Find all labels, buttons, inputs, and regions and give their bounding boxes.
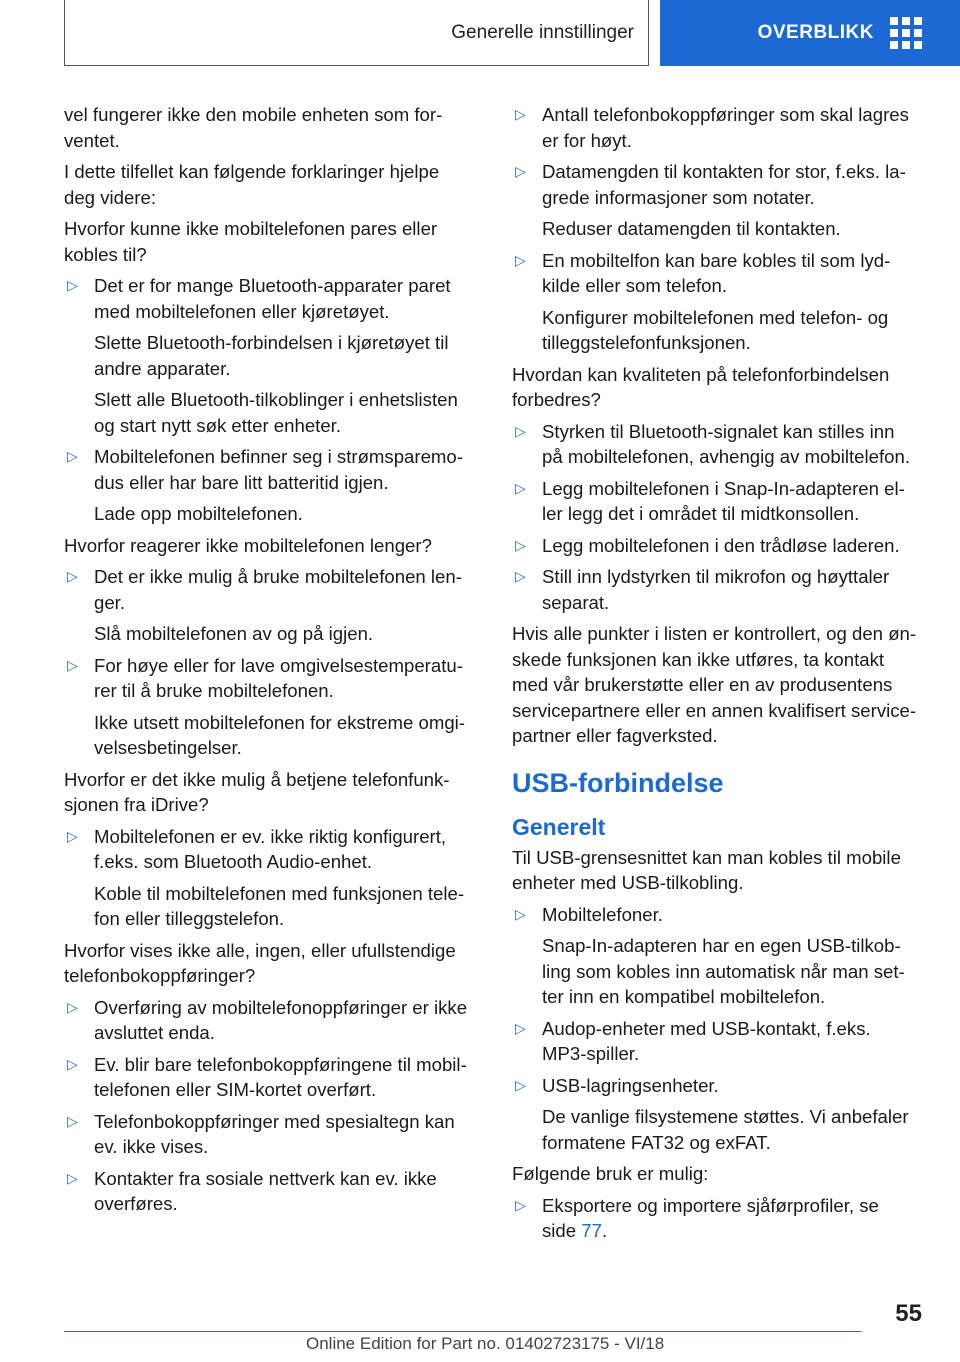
footer-edition-text: Online Edition for Part no. 01402723175 - VI/18 — [306, 1334, 665, 1353]
text: Legg mobiltelefonen i den trådløse laderen. — [542, 534, 900, 556]
text: Styrken til Bluetooth-signalet kan stilles inn på mobiltelefonen, avhengig av mobiltelefon. — [542, 420, 910, 467]
paragraph — [512, 845, 927, 896]
overview-button[interactable] — [660, 0, 960, 66]
page-reference-link[interactable]: 77 — [581, 1220, 602, 1241]
text: For høye eller for lave omgivelsestemperatu- rer til å bruke mobiltelefonen. — [94, 654, 463, 701]
triangle-bullet-icon: ▷ — [67, 568, 78, 584]
text: USB-lagringsenheter. — [542, 1074, 719, 1096]
paragraph — [64, 216, 480, 267]
list-item — [64, 824, 480, 875]
text: Slette Bluetooth-forbindelsen i kjøretøyet til andre apparater. — [94, 332, 449, 379]
text: Hvorfor kunne ikke mobiltelefonen pares eller kobles til? — [64, 218, 438, 265]
text: Det er for mange Bluetooth-apparater paret med mobiltelefonen eller kjøretøyet. — [94, 275, 451, 322]
paragraph — [64, 102, 480, 153]
list-item — [512, 419, 927, 470]
list-item — [64, 444, 480, 495]
list-item-detail — [512, 305, 927, 356]
list-item — [512, 902, 927, 928]
text: Til USB-grensesnittet kan man kobles til mobile enheter med USB-tilkobling. — [512, 846, 901, 893]
text: Følgende bruk er mulig: — [512, 1163, 709, 1184]
triangle-bullet-icon: ▷ — [67, 277, 78, 293]
triangle-bullet-icon: ▷ — [67, 656, 78, 673]
text: Legg mobiltelefonen i Snap-In-adapteren el- ler legg det i området til midtkonsollen. — [542, 477, 905, 524]
text: Antall telefonbokoppføringer som skal lagres er for høyt. — [542, 104, 909, 151]
triangle-bullet-icon: ▷ — [67, 827, 78, 844]
triangle-bullet-icon: ▷ — [515, 251, 526, 268]
paragraph — [64, 533, 480, 559]
section-header — [64, 0, 649, 66]
list-item-detail — [64, 330, 480, 381]
list-item-detail — [512, 1104, 927, 1155]
text: Reduser datamengden til kontakten. — [542, 218, 841, 239]
triangle-bullet-icon: ▷ — [67, 1112, 78, 1129]
list-item — [512, 533, 927, 559]
triangle-bullet-icon: ▷ — [515, 1196, 526, 1213]
section-heading — [512, 767, 927, 799]
text: Hvorfor reagerer ikke mobiltelefonen lenger? — [64, 534, 432, 556]
list-item — [512, 102, 927, 153]
text: USB-forbindelse — [512, 767, 724, 798]
list-item — [64, 995, 480, 1046]
left-column — [64, 102, 480, 1223]
list-item-detail — [64, 710, 480, 761]
triangle-bullet-icon: ▷ — [515, 422, 526, 439]
text: Hvorfor vises ikke alle, ingen, eller ufullstendige telefonbokoppføringer? — [64, 939, 456, 986]
list-item — [64, 1052, 480, 1103]
list-item — [512, 1016, 927, 1067]
text: Hvordan kan kvaliteten på telefonforbindelsen forbedres? — [512, 363, 890, 410]
list-item-detail — [512, 216, 927, 242]
list-item — [64, 564, 480, 615]
text: Mobiltelefonen befinner seg i strømsparemo- dus eller har bare litt batteritid igjen. — [94, 446, 463, 493]
triangle-bullet-icon: ▷ — [515, 1076, 526, 1093]
triangle-bullet-icon: ▷ — [67, 1169, 78, 1186]
text: Slett alle Bluetooth-tilkoblinger i enhetslisten og start nytt søk etter enheter. — [94, 389, 458, 436]
triangle-bullet-icon: ▷ — [515, 1019, 526, 1036]
text: Slå mobiltelefonen av og på igjen. — [94, 623, 374, 644]
list-item-detail — [512, 933, 927, 1010]
text: Snap-In-adapteren har en egen USB-tilkob- ling som kobles inn automatisk når man set- ter inn en kompatibel mobiltelefon. — [542, 935, 905, 1007]
list-item-detail — [64, 387, 480, 438]
list-item-detail — [64, 501, 480, 527]
list-item — [64, 653, 480, 704]
paragraph — [64, 159, 480, 210]
paragraph — [64, 767, 480, 818]
list-item — [512, 248, 927, 299]
triangle-bullet-icon: ▷ — [515, 905, 526, 922]
list-item — [512, 1193, 927, 1244]
text: vel fungerer ikke den mobile enheten som for- ventet. — [64, 104, 443, 151]
triangle-bullet-icon: ▷ — [515, 106, 526, 122]
text: Lade opp mobiltelefonen. — [94, 503, 303, 524]
triangle-bullet-icon: ▷ — [515, 536, 526, 553]
text: Generelt — [512, 813, 606, 840]
subsection-heading — [512, 813, 927, 841]
text: Ev. blir bare telefonbokoppføringene til mobil- telefonen eller SIM-kortet overført. — [94, 1053, 467, 1100]
list-item — [512, 1073, 927, 1099]
text: Datamengden til kontakten for stor, f.eks. la- grede informasjoner som notater. — [542, 161, 906, 208]
list-item — [64, 1166, 480, 1217]
paragraph — [512, 1161, 927, 1187]
text: En mobiltelfon kan bare kobles til som lyd- kilde eller som telefon. — [542, 249, 891, 296]
text: Hvorfor er det ikke mulig å betjene telefonfunk- sjonen fra iDrive? — [64, 768, 450, 815]
text: Kontakter fra sosiale nettverk kan ev. ikke overføres. — [94, 1167, 437, 1214]
list-item-detail — [64, 621, 480, 647]
paragraph — [512, 362, 927, 413]
text: Konfigurer mobiltelefonen med telefon- og tilleggstelefonfunksjonen. — [542, 306, 889, 353]
text: I dette tilfellet kan følgende forklaringer hjelpe deg videre: — [64, 161, 440, 208]
text: Telefonbokoppføringer med spesialtegn kan ev. ikke vises. — [94, 1110, 455, 1157]
text: Still inn lydstyrken til mikrofon og høyttaler separat. — [542, 566, 890, 613]
triangle-bullet-icon: ▷ — [67, 1055, 78, 1072]
text: Eksportere og importere sjåførprofiler, se side — [542, 1194, 879, 1241]
text: Ikke utsett mobiltelefonen for ekstreme omgi- velsesbetingelser. — [94, 711, 466, 758]
list-item — [64, 1109, 480, 1160]
right-column — [512, 102, 927, 1250]
text: Det er ikke mulig å bruke mobiltelefonen len- ger. — [94, 566, 462, 613]
list-item — [64, 273, 480, 324]
paragraph — [64, 938, 480, 989]
text: Overføring av mobiltelefonoppføringer er ikke avsluttet enda. — [94, 996, 468, 1043]
text: Hvis alle punkter i listen er kontrollert, og den øn- skede funksjonen kan ikke utføres, ta kontakt med vår brukerstøtte eller en av produsentens servicepartnere eller en annen kvalifisert service- partner eller fagverksted. — [512, 623, 917, 746]
text: Mobiltelefonen er ev. ikke riktig konfigurert, f.eks. som Bluetooth Audio-enhet. — [94, 825, 447, 872]
triangle-bullet-icon: ▷ — [515, 568, 526, 584]
grid-icon — [890, 17, 922, 49]
text: Mobiltelefoner. — [542, 903, 663, 925]
text: De vanlige filsystemene støttes. Vi anbefaler formatene FAT32 og exFAT. — [542, 1106, 909, 1153]
triangle-bullet-icon: ▷ — [515, 163, 526, 179]
section-title: Generelle innstillinger — [451, 21, 634, 43]
text: Koble til mobiltelefonen med funksjonen tele- fon eller tilleggstelefon. — [94, 882, 465, 929]
triangle-bullet-icon: ▷ — [67, 448, 78, 464]
overview-label: OVERBLIKK — [757, 22, 874, 43]
paragraph — [512, 621, 927, 749]
list-item — [512, 564, 927, 615]
list-item — [512, 476, 927, 527]
text: Audop-enheter med USB-kontakt, f.eks. MP3-spiller. — [542, 1017, 871, 1064]
text-suffix: . — [601, 1220, 608, 1241]
page-number: 55 — [895, 1300, 922, 1327]
list-item — [512, 159, 927, 210]
footer-divider — [64, 1331, 861, 1332]
triangle-bullet-icon: ▷ — [67, 998, 78, 1015]
list-item-detail — [64, 881, 480, 932]
triangle-bullet-icon: ▷ — [515, 479, 526, 496]
